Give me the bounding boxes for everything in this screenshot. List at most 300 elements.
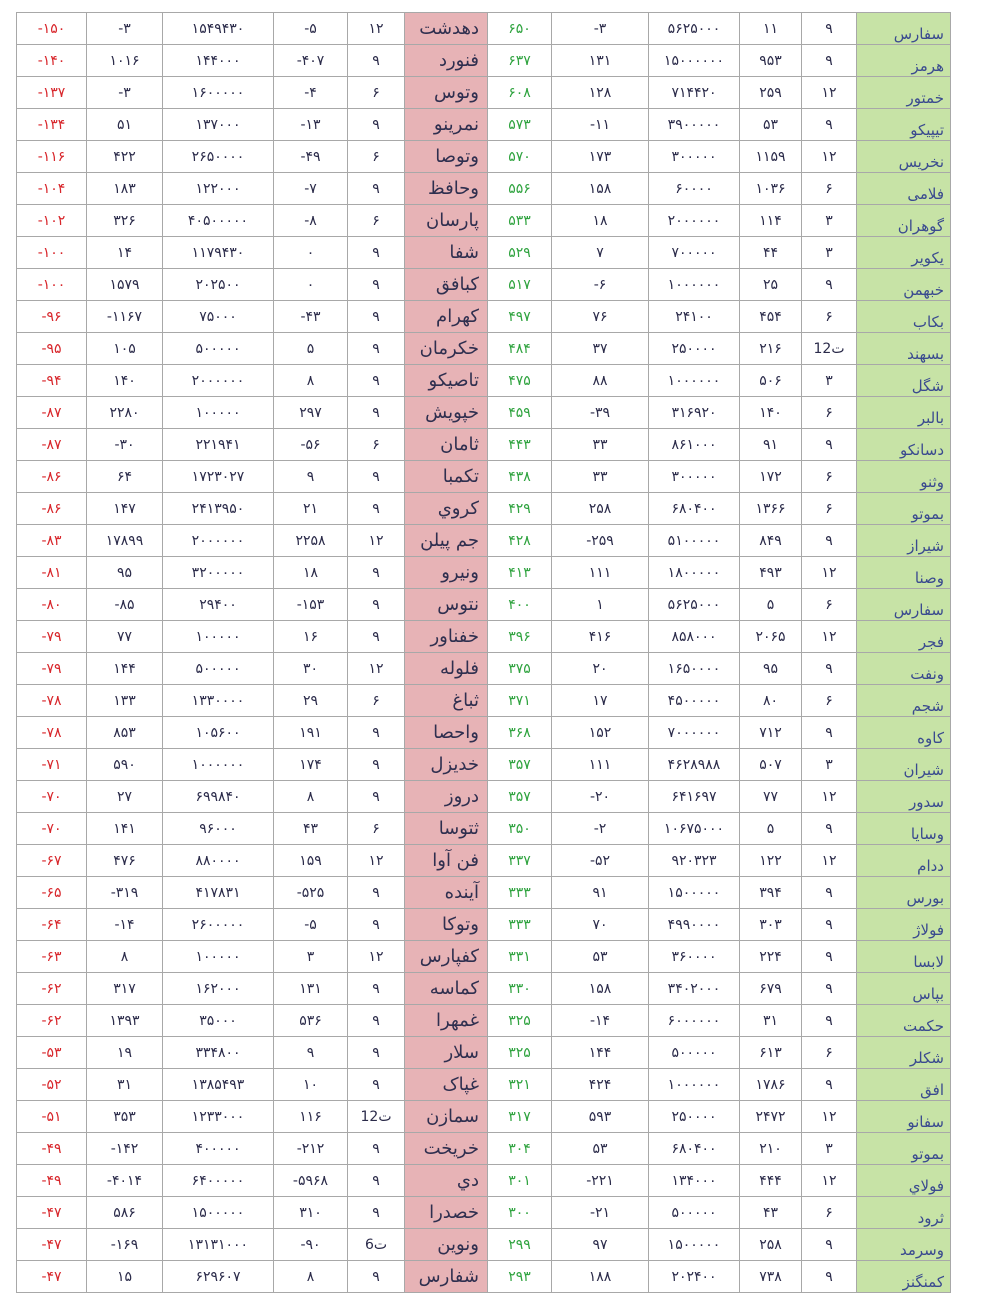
- col11-value: ۹: [802, 1229, 857, 1261]
- right-symbol: ثامان: [405, 429, 488, 461]
- col10-value: ۱۲۲: [740, 845, 802, 877]
- right-score: ۳۰۰: [488, 1197, 552, 1229]
- col9-value: ۵۱۰۰۰۰۰: [649, 525, 740, 557]
- right-symbol: خفناور: [405, 621, 488, 653]
- col11-value: ۶: [802, 173, 857, 205]
- col9-value: ۶۰۰۰۰۰۰: [649, 1005, 740, 1037]
- col8-value: ۳۳: [552, 461, 649, 493]
- col5-value: ۹: [348, 173, 405, 205]
- col9-value: ۷۱۴۴۲۰: [649, 77, 740, 109]
- col2-value: ۲۷: [87, 781, 163, 813]
- right-symbol: وحافظ: [405, 173, 488, 205]
- col4-value: ۱۰: [274, 1069, 348, 1101]
- left-symbol: بورس: [857, 877, 951, 909]
- col9-value: ۴۵۰۰۰۰۰: [649, 685, 740, 717]
- col2-value: ۱۴۱: [87, 813, 163, 845]
- left-symbol: سفارس: [857, 13, 951, 45]
- col3-value: ۴۱۷۸۳۱: [163, 877, 274, 909]
- col8-value: ۲۰: [552, 653, 649, 685]
- col4-value: ۲۹: [274, 685, 348, 717]
- col8-value: ۱۷۳: [552, 141, 649, 173]
- col5-value: ۶: [348, 813, 405, 845]
- col9-value: ۱۰۰۰۰۰۰: [649, 1069, 740, 1101]
- left-symbol: کمنگنز: [857, 1261, 951, 1293]
- col8-value: ۱۵۸: [552, 973, 649, 1005]
- col3-value: ۴۰۵۰۰۰۰۰: [163, 205, 274, 237]
- right-score: ۴۲۹: [488, 493, 552, 525]
- col11-value: ۶: [802, 493, 857, 525]
- col8-value: -۳: [552, 13, 649, 45]
- col8-value: -۵۲: [552, 845, 649, 877]
- left-symbol: بکاب: [857, 301, 951, 333]
- col3-value: ۱۰۰۰۰۰: [163, 621, 274, 653]
- col3-value: ۱۶۰۰۰۰۰: [163, 77, 274, 109]
- right-symbol: کهرام: [405, 301, 488, 333]
- left-symbol: سفانو: [857, 1101, 951, 1133]
- diff-value: -۸۷: [17, 429, 87, 461]
- table-row: [17, 429, 951, 461]
- col8-value: ۸۸: [552, 365, 649, 397]
- right-symbol: نمرینو: [405, 109, 488, 141]
- col11-value: ۹: [802, 909, 857, 941]
- col3-value: ۳۲۰۰۰۰۰: [163, 557, 274, 589]
- col9-value: ۷۰۰۰۰۰: [649, 237, 740, 269]
- diff-value: -۶۲: [17, 1005, 87, 1037]
- table-row: [17, 685, 951, 717]
- col2-value: ۱۰۱۶: [87, 45, 163, 77]
- diff-value: -۶۷: [17, 845, 87, 877]
- table-row: [17, 269, 951, 301]
- col5-value: ۶: [348, 77, 405, 109]
- right-score: ۲۹۳: [488, 1261, 552, 1293]
- table-row: [17, 109, 951, 141]
- right-score: ۴۳۸: [488, 461, 552, 493]
- col3-value: ۲۰۰۰۰۰۰: [163, 365, 274, 397]
- right-symbol: کفپارس: [405, 941, 488, 973]
- left-symbol: شکلر: [857, 1037, 951, 1069]
- col2-value: ۵۸۶: [87, 1197, 163, 1229]
- col10-value: ۱۳۶۶: [740, 493, 802, 525]
- col2-value: ۶۴: [87, 461, 163, 493]
- left-symbol: شیران: [857, 749, 951, 781]
- right-symbol: کماسه: [405, 973, 488, 1005]
- col3-value: ۹۶۰۰۰: [163, 813, 274, 845]
- col5-value: ۹: [348, 749, 405, 781]
- col8-value: ۴۲۴: [552, 1069, 649, 1101]
- left-symbol: شگل: [857, 365, 951, 397]
- col4-value: ۵۳۶: [274, 1005, 348, 1037]
- col3-value: ۱۰۰۰۰۰۰: [163, 749, 274, 781]
- col5-value: ۹: [348, 557, 405, 589]
- col4-value: -۵۲۵: [274, 877, 348, 909]
- table-row: [17, 717, 951, 749]
- table-row: [17, 813, 951, 845]
- col3-value: ۱۲۲۰۰۰: [163, 173, 274, 205]
- col8-value: ۳۳: [552, 429, 649, 461]
- col3-value: ۲۶۵۰۰۰۰: [163, 141, 274, 173]
- col11-value: ۶: [802, 1037, 857, 1069]
- col5-value: ۹: [348, 45, 405, 77]
- right-symbol: جم پیلن: [405, 525, 488, 557]
- right-symbol: خکرمان: [405, 333, 488, 365]
- col11-value: ۹: [802, 1261, 857, 1293]
- diff-value: -۱۱۶: [17, 141, 87, 173]
- col9-value: ۱۰۰۰۰۰۰: [649, 269, 740, 301]
- col2-value: ۴۷۶: [87, 845, 163, 877]
- col2-value: -۴۰۱۴: [87, 1165, 163, 1197]
- diff-value: -۷۱: [17, 749, 87, 781]
- col8-value: ۱۳۱: [552, 45, 649, 77]
- col4-value: -۲۱۲: [274, 1133, 348, 1165]
- table-row: [17, 493, 951, 525]
- right-symbol: پارسان: [405, 205, 488, 237]
- right-score: ۳۷۵: [488, 653, 552, 685]
- col3-value: ۶۴۰۰۰۰۰: [163, 1165, 274, 1197]
- col9-value: ۲۰۰۰۰۰۰: [649, 205, 740, 237]
- col8-value: ۷۶: [552, 301, 649, 333]
- col9-value: ۱۸۰۰۰۰۰: [649, 557, 740, 589]
- col4-value: ۱۳۱: [274, 973, 348, 1005]
- col11-value: ۳: [802, 749, 857, 781]
- table-row: [17, 45, 951, 77]
- right-score: ۴۱۳: [488, 557, 552, 589]
- col2-value: ۵۱: [87, 109, 163, 141]
- col2-value: ۱۴۰: [87, 365, 163, 397]
- table-row: [17, 877, 951, 909]
- table-row: [17, 1261, 951, 1293]
- right-score: ۳۱۷: [488, 1101, 552, 1133]
- left-symbol: افق: [857, 1069, 951, 1101]
- col5-value: ۹: [348, 621, 405, 653]
- col8-value: -۳۹: [552, 397, 649, 429]
- col9-value: ۳۹۰۰۰۰۰: [649, 109, 740, 141]
- diff-value: -۸۶: [17, 493, 87, 525]
- right-score: ۴۵۹: [488, 397, 552, 429]
- col2-value: ۱۷۸۹۹: [87, 525, 163, 557]
- col4-value: -۸: [274, 205, 348, 237]
- right-symbol: فلوله: [405, 653, 488, 685]
- col2-value: ۱۵۷۹: [87, 269, 163, 301]
- col5-value: ۶: [348, 205, 405, 237]
- col5-value: ۱۲: [348, 845, 405, 877]
- col3-value: ۱۷۲۳۰۲۷: [163, 461, 274, 493]
- col8-value: ۱۲۸: [552, 77, 649, 109]
- col11-value: ۱۲: [802, 621, 857, 653]
- col8-value: ۱۷: [552, 685, 649, 717]
- table-row: [17, 13, 951, 45]
- right-score: ۶۳۷: [488, 45, 552, 77]
- col3-value: ۲۰۰۰۰۰۰: [163, 525, 274, 557]
- col9-value: ۱۶۵۰۰۰۰: [649, 653, 740, 685]
- col3-value: ۳۳۴۸۰۰: [163, 1037, 274, 1069]
- col2-value: ۱۳۳: [87, 685, 163, 717]
- col5-value: ۹: [348, 781, 405, 813]
- col10-value: ۴۹۳: [740, 557, 802, 589]
- right-symbol: وتوس: [405, 77, 488, 109]
- col10-value: ۴۴۴: [740, 1165, 802, 1197]
- table-row: [17, 525, 951, 557]
- col11-value: ۹: [802, 109, 857, 141]
- col2-value: ۱۳۹۳: [87, 1005, 163, 1037]
- right-symbol: سمازن: [405, 1101, 488, 1133]
- col9-value: ۱۵۰۰۰۰۰۰: [649, 45, 740, 77]
- col8-value: -۲۰: [552, 781, 649, 813]
- col4-value: ۹: [274, 1037, 348, 1069]
- left-symbol: وصنا: [857, 557, 951, 589]
- col4-value: -۷: [274, 173, 348, 205]
- diff-value: -۴۷: [17, 1229, 87, 1261]
- col10-value: ۷۷: [740, 781, 802, 813]
- data-table: [16, 12, 951, 1293]
- col5-value: ۹: [348, 301, 405, 333]
- col3-value: ۵۰۰۰۰۰: [163, 333, 274, 365]
- col9-value: ۲۰۲۴۰۰: [649, 1261, 740, 1293]
- right-score: ۴۷۵: [488, 365, 552, 397]
- right-score: ۳۳۱: [488, 941, 552, 973]
- col2-value: ۳۵۳: [87, 1101, 163, 1133]
- col3-value: ۲۹۴۰۰: [163, 589, 274, 621]
- col4-value: ۹: [274, 461, 348, 493]
- table-row: [17, 237, 951, 269]
- col10-value: ۸۰: [740, 685, 802, 717]
- col11-value: ۱۲: [802, 557, 857, 589]
- col8-value: ۱۴۴: [552, 1037, 649, 1069]
- left-symbol: شیراز: [857, 525, 951, 557]
- right-score: ۴۴۳: [488, 429, 552, 461]
- col11-value: ۳: [802, 1133, 857, 1165]
- col5-value: ۶: [348, 685, 405, 717]
- col5-value: ۱۲: [348, 525, 405, 557]
- col8-value: ۹۷: [552, 1229, 649, 1261]
- right-score: ۳۲۱: [488, 1069, 552, 1101]
- right-symbol: سلار: [405, 1037, 488, 1069]
- col11-value: ۱۲: [802, 781, 857, 813]
- col11-value: ۳: [802, 365, 857, 397]
- right-score: ۶۰۸: [488, 77, 552, 109]
- diff-value: -۵۲: [17, 1069, 87, 1101]
- right-score: ۴۸۴: [488, 333, 552, 365]
- right-symbol: وتوصا: [405, 141, 488, 173]
- table-row: [17, 1069, 951, 1101]
- table-row: [17, 397, 951, 429]
- col3-value: ۱۰۰۰۰۰: [163, 397, 274, 429]
- right-score: ۳۵۰: [488, 813, 552, 845]
- col5-value: ۶: [348, 141, 405, 173]
- col5-value: ۹: [348, 397, 405, 429]
- col10-value: ۵۰۷: [740, 749, 802, 781]
- col2-value: ۳۱: [87, 1069, 163, 1101]
- right-symbol: ثباغ: [405, 685, 488, 717]
- diff-value: -۵۱: [17, 1101, 87, 1133]
- col3-value: ۱۰۵۶۰۰: [163, 717, 274, 749]
- col9-value: ۱۵۰۰۰۰۰: [649, 1229, 740, 1261]
- col2-value: -۳: [87, 77, 163, 109]
- left-symbol: فجر: [857, 621, 951, 653]
- col11-value: ۹: [802, 525, 857, 557]
- col8-value: -۱۱: [552, 109, 649, 141]
- col10-value: ۲۵۸: [740, 1229, 802, 1261]
- diff-value: -۶۴: [17, 909, 87, 941]
- col3-value: ۱۵۰۰۰۰۰: [163, 1197, 274, 1229]
- right-score: ۵۵۶: [488, 173, 552, 205]
- col9-value: ۳۴۰۲۰۰۰: [649, 973, 740, 1005]
- left-symbol: حکمت: [857, 1005, 951, 1037]
- col11-value: ۶: [802, 397, 857, 429]
- col2-value: -۸۵: [87, 589, 163, 621]
- table-row: [17, 845, 951, 877]
- table-row: [17, 205, 951, 237]
- col5-value: ۹: [348, 1037, 405, 1069]
- right-symbol: دي: [405, 1165, 488, 1197]
- right-symbol: ثتوسا: [405, 813, 488, 845]
- left-symbol: خبهمن: [857, 269, 951, 301]
- col11-value: ۹: [802, 973, 857, 1005]
- col2-value: -۱۶۹: [87, 1229, 163, 1261]
- diff-value: -۶۵: [17, 877, 87, 909]
- table-row: [17, 621, 951, 653]
- table-row: [17, 77, 951, 109]
- right-symbol: تاصیکو: [405, 365, 488, 397]
- col9-value: ۲۴۱۰۰: [649, 301, 740, 333]
- col5-value: ۹: [348, 493, 405, 525]
- right-score: ۳۳۰: [488, 973, 552, 1005]
- left-symbol: بموتو: [857, 493, 951, 525]
- col2-value: ۱۴۷: [87, 493, 163, 525]
- col4-value: -۵۹۶۸: [274, 1165, 348, 1197]
- col8-value: ۴۱۶: [552, 621, 649, 653]
- col10-value: ۲۱۶: [740, 333, 802, 365]
- col3-value: ۳۵۰۰۰: [163, 1005, 274, 1037]
- right-score: ۳۳۳: [488, 877, 552, 909]
- col3-value: ۴۰۰۰۰۰: [163, 1133, 274, 1165]
- col9-value: ۴۶۲۸۹۸۸: [649, 749, 740, 781]
- col9-value: ۴۹۹۰۰۰۰: [649, 909, 740, 941]
- col3-value: ۲۶۰۰۰۰۰: [163, 909, 274, 941]
- col2-value: ۵۹۰: [87, 749, 163, 781]
- left-symbol: بموتو: [857, 1133, 951, 1165]
- table-row: [17, 301, 951, 333]
- right-score: ۶۵۰: [488, 13, 552, 45]
- right-score: ۳۲۵: [488, 1005, 552, 1037]
- diff-value: -۷۸: [17, 717, 87, 749]
- left-symbol: شجم: [857, 685, 951, 717]
- diff-value: -۱۰۴: [17, 173, 87, 205]
- right-symbol: دهدشت: [405, 13, 488, 45]
- col4-value: -۱۳: [274, 109, 348, 141]
- col11-value: ۱۲: [802, 845, 857, 877]
- col8-value: ۱۵۲: [552, 717, 649, 749]
- col8-value: ۷۰: [552, 909, 649, 941]
- col4-value: ۳۰: [274, 653, 348, 685]
- col8-value: -۲۵۹: [552, 525, 649, 557]
- col3-value: ۶۹۹۸۴۰: [163, 781, 274, 813]
- col9-value: ۱۳۴۰۰۰: [649, 1165, 740, 1197]
- col8-value: -۲۱: [552, 1197, 649, 1229]
- col4-value: ۲۱: [274, 493, 348, 525]
- col5-value: ۹: [348, 877, 405, 909]
- right-score: ۴۰۰: [488, 589, 552, 621]
- col10-value: ۲۰۶۵: [740, 621, 802, 653]
- diff-value: -۷۹: [17, 621, 87, 653]
- left-symbol: کاوه: [857, 717, 951, 749]
- col5-value: ۹: [348, 973, 405, 1005]
- col2-value: -۱۱۶۷: [87, 301, 163, 333]
- table-row: [17, 1133, 951, 1165]
- col10-value: ۵: [740, 813, 802, 845]
- col11-value: ۹: [802, 13, 857, 45]
- col9-value: ۶۸۰۴۰۰: [649, 1133, 740, 1165]
- right-symbol: خصدرا: [405, 1197, 488, 1229]
- col2-value: ۱۴۴: [87, 653, 163, 685]
- col3-value: ۱۵۴۹۴۳۰: [163, 13, 274, 45]
- col4-value: ۴۳: [274, 813, 348, 845]
- diff-value: -۴۷: [17, 1197, 87, 1229]
- table-row: [17, 333, 951, 365]
- col3-value: ۱۳۱۳۱۰۰۰: [163, 1229, 274, 1261]
- right-score: ۵۱۷: [488, 269, 552, 301]
- col11-value: ۳: [802, 237, 857, 269]
- left-symbol: تیپیکو: [857, 109, 951, 141]
- col11-value: ۹: [802, 941, 857, 973]
- col2-value: ۱۰۵: [87, 333, 163, 365]
- col10-value: ۷۳۸: [740, 1261, 802, 1293]
- col5-value: ۱۲: [348, 941, 405, 973]
- col5-value: ۹: [348, 589, 405, 621]
- col10-value: ۶۱۳: [740, 1037, 802, 1069]
- col10-value: ۹۵: [740, 653, 802, 685]
- left-symbol: لابسا: [857, 941, 951, 973]
- table-row: [17, 1005, 951, 1037]
- col11-value: ۶: [802, 589, 857, 621]
- col9-value: ۳۱۶۹۲۰: [649, 397, 740, 429]
- right-score: ۳۷۱: [488, 685, 552, 717]
- col5-value: ۹: [348, 365, 405, 397]
- col4-value: ۸: [274, 365, 348, 397]
- col5-value: ۹: [348, 1197, 405, 1229]
- col5-value: ۹: [348, 1165, 405, 1197]
- col11-value: ۹: [802, 429, 857, 461]
- col5-value: ۹: [348, 1005, 405, 1037]
- col8-value: ۳۷: [552, 333, 649, 365]
- col3-value: ۲۰۲۵۰۰: [163, 269, 274, 301]
- col3-value: ۱۳۷۰۰۰: [163, 109, 274, 141]
- col10-value: ۲۵۹: [740, 77, 802, 109]
- left-symbol: وثنو: [857, 461, 951, 493]
- col8-value: ۹۱: [552, 877, 649, 909]
- col10-value: ۱۱۴: [740, 205, 802, 237]
- col10-value: ۱۷۲: [740, 461, 802, 493]
- col8-value: ۷: [552, 237, 649, 269]
- diff-value: -۱۴۰: [17, 45, 87, 77]
- right-score: ۳۵۷: [488, 749, 552, 781]
- diff-value: -۶۲: [17, 973, 87, 1005]
- col2-value: ۱۹: [87, 1037, 163, 1069]
- right-score: ۳۳۷: [488, 845, 552, 877]
- col5-value: ۹: [348, 909, 405, 941]
- diff-value: -۵۳: [17, 1037, 87, 1069]
- col9-value: ۳۰۰۰۰۰: [649, 141, 740, 173]
- diff-value: -۴۹: [17, 1165, 87, 1197]
- right-score: ۴۲۸: [488, 525, 552, 557]
- left-symbol: ثرود: [857, 1197, 951, 1229]
- table-row: [17, 941, 951, 973]
- col4-value: -۴۰۷: [274, 45, 348, 77]
- col5-value: ۶: [348, 429, 405, 461]
- right-score: ۵۷۰: [488, 141, 552, 173]
- left-symbol: ددام: [857, 845, 951, 877]
- left-symbol: فولاژ: [857, 909, 951, 941]
- col3-value: ۱۴۴۰۰۰: [163, 45, 274, 77]
